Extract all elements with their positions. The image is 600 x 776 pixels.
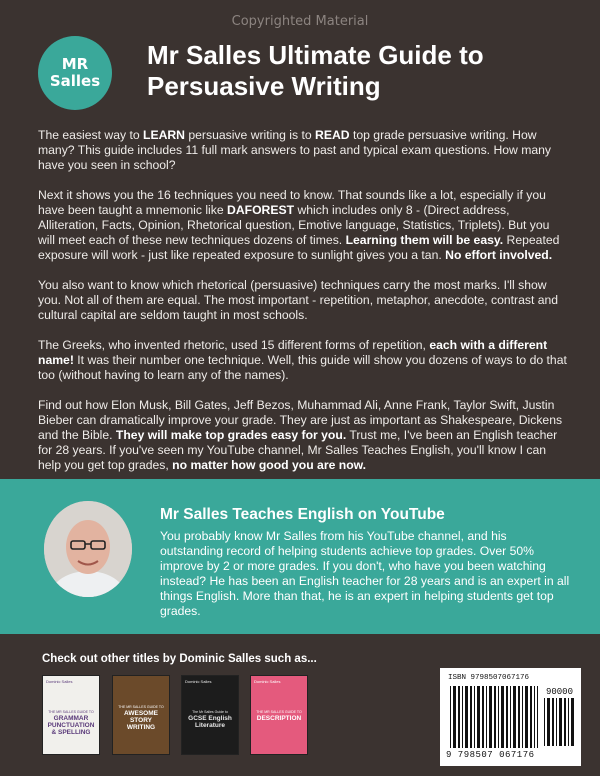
barcode-bar bbox=[474, 686, 475, 748]
barcode-bar bbox=[489, 686, 492, 748]
barcode-bar bbox=[552, 698, 554, 746]
book-cover bbox=[42, 675, 100, 755]
blurb-paragraph bbox=[38, 398, 568, 473]
paragraph-text: The Greeks, who invented rhetoric, used 15 different forms of repetition, bbox=[38, 338, 430, 352]
isbn-digits: 9 798507 067176 bbox=[446, 750, 535, 760]
book-author: Dominic Salles bbox=[185, 679, 212, 684]
price-code: 90000 bbox=[545, 687, 573, 697]
blurb-paragraph bbox=[38, 128, 568, 173]
book-series: THE MR SALLES GUIDE TO bbox=[48, 710, 94, 714]
barcode-bar bbox=[458, 686, 460, 748]
barcode-bar bbox=[564, 698, 566, 746]
book-author: Dominic Salles bbox=[46, 679, 73, 684]
barcode-bar bbox=[556, 698, 557, 746]
emphasis-text: Learning them will be easy. bbox=[345, 233, 504, 247]
book-cover bbox=[181, 675, 239, 755]
barcode-bar bbox=[525, 686, 528, 748]
barcode-bar bbox=[513, 686, 516, 748]
youtube-title: Mr Salles Teaches English on YouTube bbox=[160, 506, 445, 523]
book-title: Mr Salles Ultimate Guide to Persuasive Writing bbox=[147, 40, 484, 101]
barcode-bar bbox=[544, 698, 545, 746]
barcode-bar bbox=[571, 698, 574, 746]
blurb-text bbox=[38, 128, 568, 488]
isbn-barcode bbox=[440, 668, 581, 766]
barcode-bar bbox=[498, 686, 499, 748]
youtube-section bbox=[0, 479, 600, 634]
other-titles-heading: Check out other titles by Dominic Salles such as... bbox=[42, 653, 317, 665]
author-portrait bbox=[44, 501, 132, 597]
barcode-bar bbox=[530, 686, 532, 748]
paragraph-text: Find out how Elon Musk, Bill Gates, Jeff Bezos, Muhammad Ali, Anne Frank, Taylor Swift, Justin Bieber can dramatically improve your grade. They are just as important as Shakespeare, Dickens and the Bible. bbox=[38, 398, 563, 442]
barcode-bar bbox=[453, 686, 456, 748]
barcode-bar bbox=[506, 686, 508, 748]
book-author bbox=[113, 676, 169, 679]
barcode-bar bbox=[568, 698, 569, 746]
barcode-bars bbox=[450, 686, 538, 748]
book-series: THE MR SALLES GUIDE TO bbox=[118, 705, 164, 709]
emphasis-text: They will make top grades easy for you. bbox=[115, 428, 347, 442]
barcode-bar bbox=[537, 686, 538, 748]
book-title: AWESOME STORY WRITING bbox=[124, 710, 158, 731]
book-cover bbox=[250, 675, 308, 755]
barcode-bar bbox=[477, 686, 480, 748]
emphasis-text: READ bbox=[315, 128, 350, 142]
blurb-paragraph bbox=[38, 338, 568, 383]
barcode-bar bbox=[547, 698, 550, 746]
paragraph-text: persuasive writing is to bbox=[184, 128, 316, 142]
barcode-bar bbox=[510, 686, 511, 748]
book-author: Dominic Salles bbox=[254, 679, 281, 684]
barcode-bar bbox=[462, 686, 463, 748]
paragraph-text: The easiest way to bbox=[38, 128, 143, 142]
header bbox=[38, 32, 570, 110]
emphasis-text: DAFOREST bbox=[227, 203, 295, 217]
barcode-bar bbox=[559, 698, 562, 746]
paragraph-text: which includes only 8 - (Direct address, Alliteration, Facts, Opinion, Rhetorical question, Emotive language, Statistics, Triplets). But you will meet each of these new techniques dozens of times. bbox=[38, 203, 550, 247]
book-series: The Mr Salles Guide to bbox=[192, 710, 228, 714]
blurb-paragraph bbox=[38, 188, 568, 263]
barcode-bar bbox=[518, 686, 520, 748]
paragraph-text: top grade persuasive writing. How many? This guide includes 11 full mark answers to past and typical exam questions. How many have you seen in school? bbox=[38, 128, 552, 172]
book-title: DESCRIPTION bbox=[256, 715, 302, 722]
emphasis-text: LEARN bbox=[143, 128, 185, 142]
emphasis-text: no matter how good you are now. bbox=[172, 458, 367, 472]
blurb-paragraph bbox=[38, 278, 568, 323]
barcode-bar bbox=[482, 686, 484, 748]
logo-line-1: MR bbox=[61, 55, 89, 73]
paragraph-text: Repeated exposure will work - just like repeated exposure to sunlight gives you a tan. bbox=[38, 233, 560, 262]
book-title: GCSE English Literature bbox=[188, 715, 232, 729]
book-title: GRAMMAR PUNCTUATION & SPELLING bbox=[47, 715, 95, 736]
barcode-bar bbox=[486, 686, 487, 748]
barcode-bar bbox=[450, 686, 451, 748]
copyright-watermark: Copyrighted Material bbox=[231, 14, 369, 29]
paragraph-text: You also want to know which rhetorical (persuasive) techniques carry the most marks. I'll show you. Not all of them are equal. The most important - repetition, metaphor, anecdote, contrast and cultural capital are seldom taught in most schools. bbox=[38, 278, 559, 322]
barcode-bar bbox=[470, 686, 472, 748]
logo-line-2: Salles bbox=[49, 72, 101, 90]
book-cover bbox=[112, 675, 170, 755]
isbn-label: ISBN 9798507067176 bbox=[448, 674, 530, 682]
barcode-bar bbox=[522, 686, 523, 748]
barcode-bar bbox=[494, 686, 496, 748]
youtube-description: You probably know Mr Salles from his YouTube channel, and his outstanding record of helping students achieve top grades. Over 50% improve by 2 or more grades. If you don't, who have you been watching instead? He has been an English teacher for 28 years and is an expert in all things English. More than that, he is an expert in helping students get top grades. bbox=[160, 529, 570, 618]
paragraph-text: Next it shows you the 16 techniques you need to know. That sounds like a lot, especially if you have been taught a mnemonic like bbox=[38, 188, 546, 217]
price-barcode-bars bbox=[544, 698, 574, 746]
mr-salles-logo bbox=[38, 36, 112, 110]
paragraph-text: It was their number one technique. Well, this guide will show you dozens of ways to do that too (without having to learn any of the names). bbox=[38, 353, 567, 382]
emphasis-text: No effort involved. bbox=[445, 248, 553, 262]
barcode-bar bbox=[501, 686, 504, 748]
barcode-bar bbox=[465, 686, 468, 748]
emphasis-text: each with a different name! bbox=[38, 338, 548, 367]
barcode-bar bbox=[534, 686, 535, 748]
book-series: THE MR SALLES GUIDE TO bbox=[256, 710, 302, 714]
paragraph-text: Trust me, I've been an English teacher for 28 years. If you've seen my YouTube channel, Mr Salles Teaches English, you'll know I can help you get top grades, bbox=[38, 428, 558, 472]
